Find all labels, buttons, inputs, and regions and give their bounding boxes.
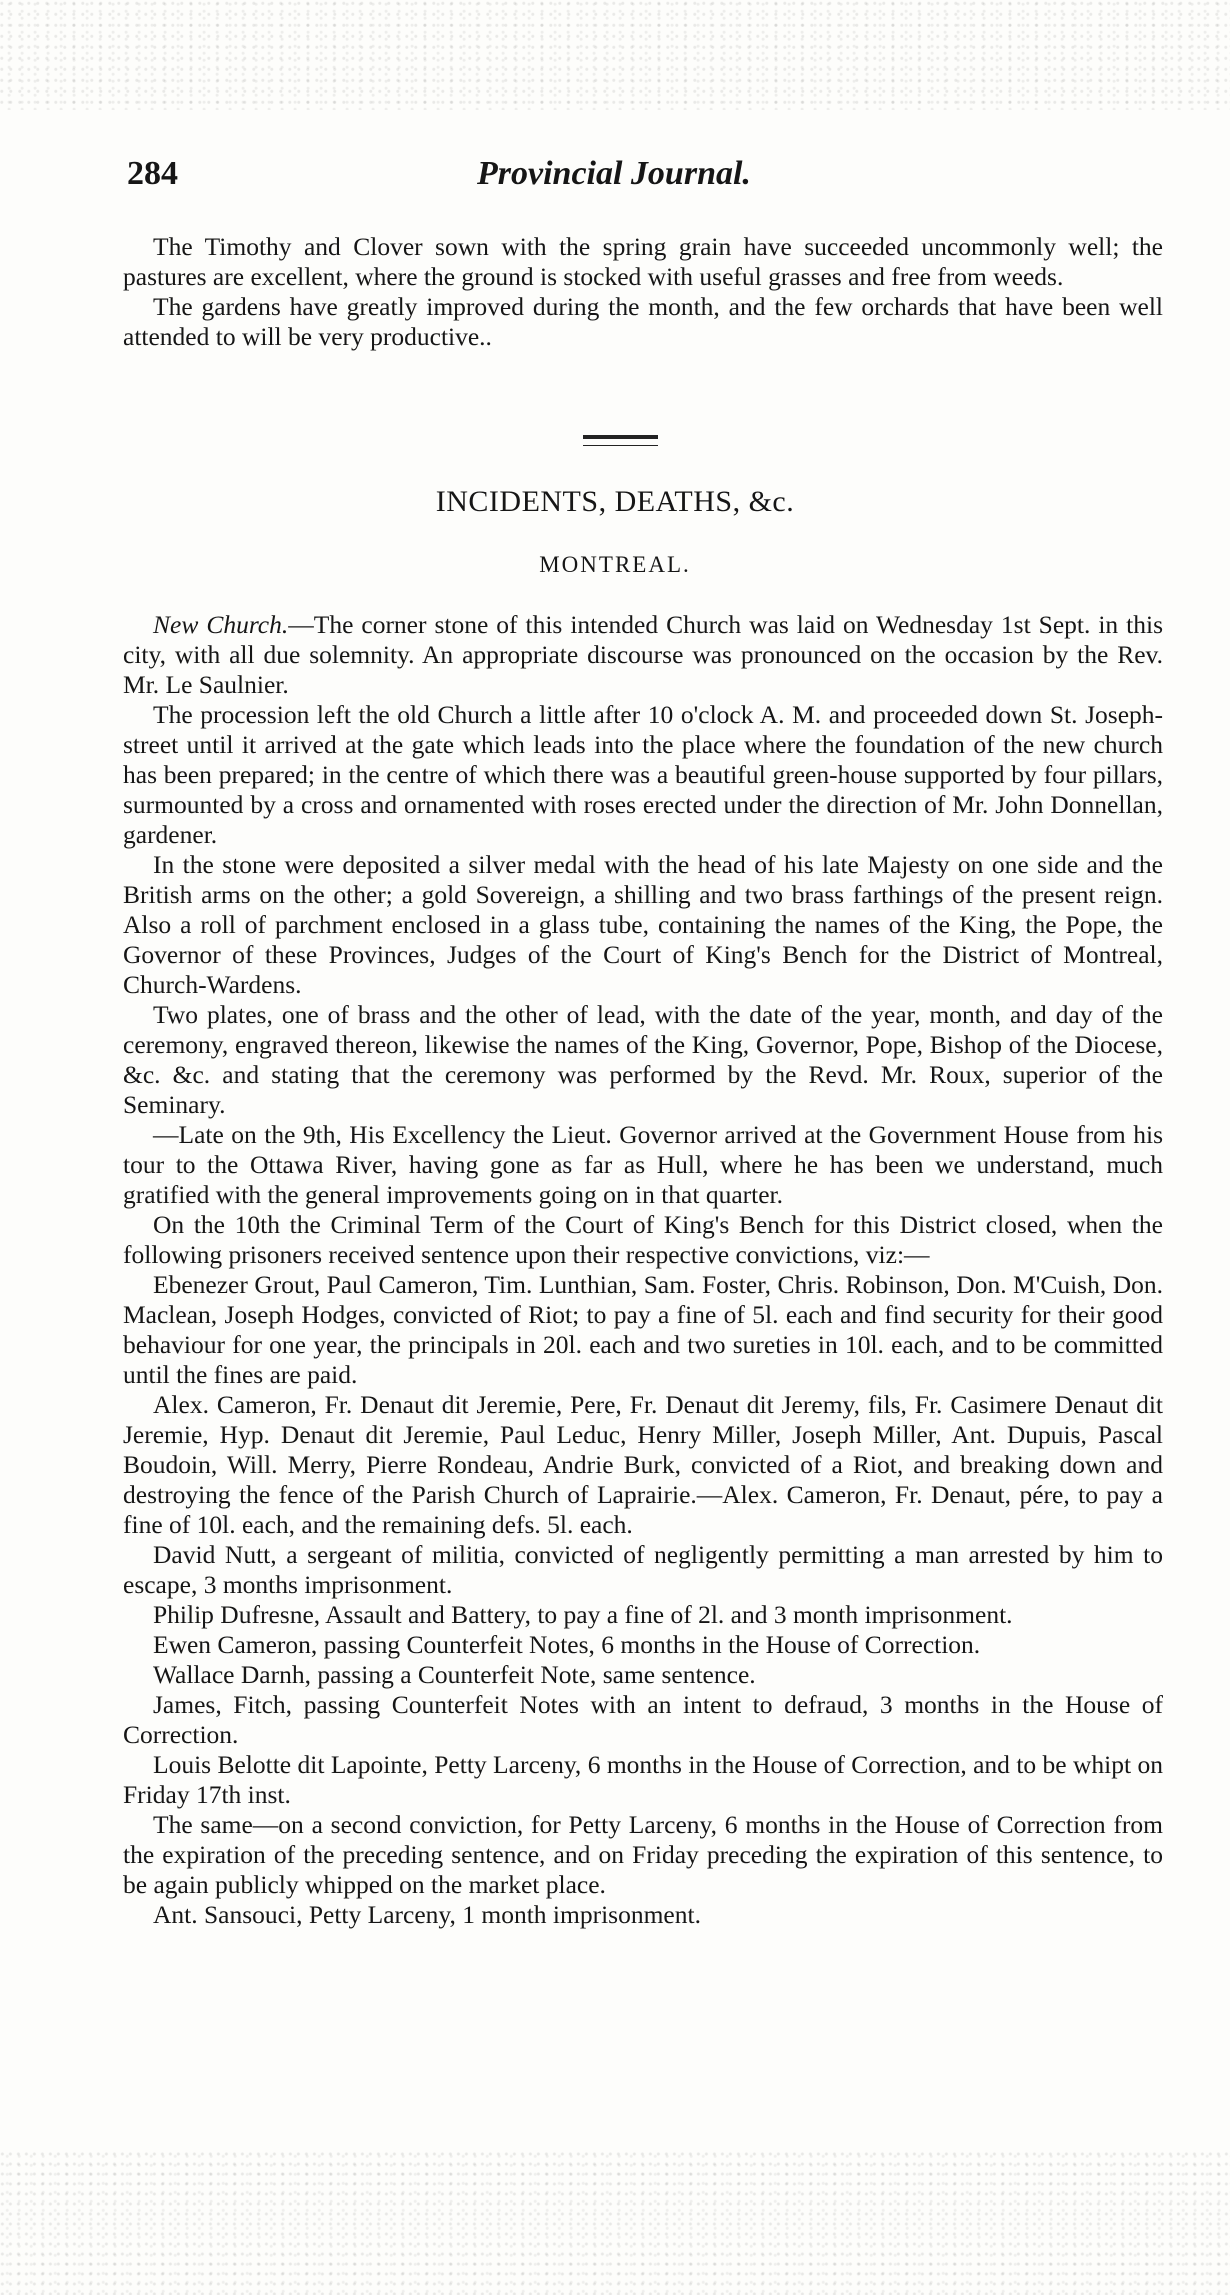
- paragraph-deposits: In the stone were deposited a silver medal with the head of his late Majesty on one side and the British arms on the other; a gold Sovereign, a shilling and two brass farthings of the present reign. Also a roll of parchment enclosed in a glass tube, containing the names of the King, the Pope, the Governor of these Provinces, Judges of the Court of King's Bench for the District of Montreal, Church-Wardens.: [123, 850, 1163, 999]
- paragraph-governor: —Late on the 9th, His Excellency the Lieut. Governor arrived at the Government House from his tour to the Ottawa River, having gone as far as Hull, where he has been we understand, much gratified with the general improvements going on in that quarter.: [123, 1120, 1163, 1209]
- page-header: [127, 155, 1157, 205]
- lead-new-church: New Church.: [153, 610, 289, 639]
- paragraph-court: On the 10th the Criminal Term of the Court of King's Bench for this District closed, when the following prisoners received sentence upon their respective convictions, viz:—: [123, 1210, 1163, 1269]
- paragraph-fitch: James, Fitch, passing Counterfeit Notes with an intent to defraud, 3 months in the House of Correction.: [123, 1690, 1163, 1749]
- subheading-montreal: MONTREAL.: [539, 552, 691, 577]
- paragraph-second-conviction: The same—on a second conviction, for Petty Larceny, 6 months in the House of Correction from the expiration of the preceding sentence, and on Friday preceding the expiration of this sentence, to be again publicly whipped on the market place.: [123, 1810, 1163, 1899]
- scan-noise-top: [0, 0, 1230, 110]
- page-number: 284: [127, 155, 178, 192]
- paragraph-dufresne: Philip Dufresne, Assault and Battery, to pay a fine of 2l. and 3 month imprisonment.: [153, 1600, 1013, 1629]
- section-rule: [583, 435, 658, 446]
- paragraph-belotte: Louis Belotte dit Lapointe, Petty Larceny, 6 months in the House of Correction, and to be whipt on Friday 17th inst.: [123, 1750, 1163, 1809]
- paragraph-sansouci: Ant. Sansouci, Petty Larceny, 1 month imprisonment.: [153, 1900, 701, 1929]
- incidents-column: [123, 610, 1163, 1930]
- paragraph-cameron: Ewen Cameron, passing Counterfeit Notes, 6 months in the House of Correction.: [153, 1630, 981, 1659]
- intro-block: [123, 232, 1163, 352]
- paragraph-riot-2: Alex. Cameron, Fr. Denaut dit Jeremie, Pere, Fr. Denaut dit Jeremy, fils, Fr. Casimere Denaut dit Jeremie, Hyp. Denaut dit Jeremie, Paul Leduc, Henry Miller, Joseph Miller, Ant. Dupuis, Pascal Boudoin, Will. Merry, Pierre Rondeau, Andrie Burk, convicted of a Riot, and breaking down and destroying the fence of the Parish Church of Laprairie.—Alex. Cameron, Fr. Denaut, pére, to pay a fine of 10l. each, and the remaining defs. 5l. each.: [123, 1390, 1163, 1539]
- paragraph-new-church: New Church.—The corner stone of this intended Church was laid on Wednesday 1st Sept. in this city, with all due solemnity. An appropriate discourse was pronounced on the occasion by the Rev. Mr. Le Saulnier.: [123, 610, 1163, 699]
- paragraph-plates: Two plates, one of brass and the other of lead, with the date of the year, month, and day of the ceremony, engraved thereon, likewise the names of the King, Governor, Pope, Bishop of the Diocese, &c. &c. and stating that the ceremony was performed by the Revd. Mr. Roux, superior of the Seminary.: [123, 1000, 1163, 1119]
- paragraph-nutt: David Nutt, a sergeant of militia, convicted of negligently permitting a man arrested by him to escape, 3 months imprisonment.: [123, 1540, 1163, 1599]
- scan-noise-bottom: [0, 2150, 1230, 2295]
- intro-paragraph: The gardens have greatly improved during the month, and the few orchards that have been well attended to will be very productive..: [123, 292, 1163, 351]
- section-heading: INCIDENTS, DEATHS, &c.: [435, 485, 795, 518]
- paragraph-darnh: Wallace Darnh, passing a Counterfeit Note, same sentence.: [153, 1660, 756, 1689]
- paragraph-procession: The procession left the old Church a little after 10 o'clock A. M. and proceeded down St. Joseph-street until it arrived at the gate which leads into the place where the foundation of the new church has been prepared; in the centre of which there was a beautiful green-house supported by four pillars, surmounted by a cross and ornamented with roses erected under the direction of Mr. John Donnellan, gardener.: [123, 700, 1163, 849]
- running-title: Provincial Journal.: [477, 155, 751, 192]
- paragraph-riot-1: Ebenezer Grout, Paul Cameron, Tim. Lunthian, Sam. Foster, Chris. Robinson, Don. M'Cuish, Don. Maclean, Joseph Hodges, convicted of Riot; to pay a fine of 5l. each and find security for their good behaviour for one year, the principals in 20l. each and two sureties in 10l. each, and to be committed until the fines are paid.: [123, 1270, 1163, 1389]
- intro-paragraph: The Timothy and Clover sown with the spring grain have succeeded uncommonly well; the pastures are excellent, where the ground is stocked with useful grasses and free from weeds.: [123, 232, 1163, 291]
